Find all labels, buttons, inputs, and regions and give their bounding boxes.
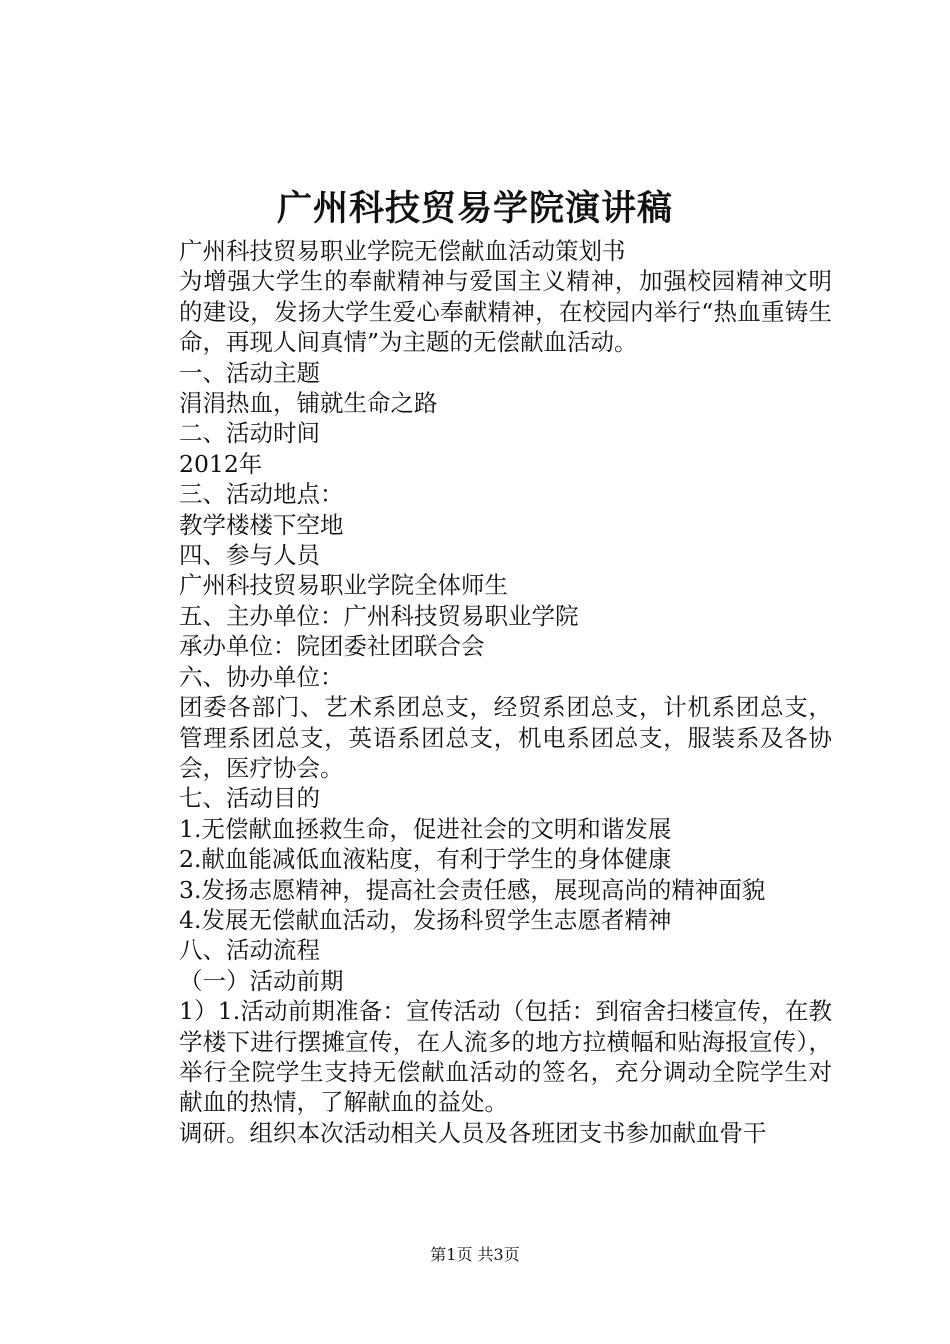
paragraph: 教学楼楼下空地	[179, 510, 344, 539]
paragraph: 承办单位：院团委社团联合会	[179, 632, 485, 661]
paragraph: 涓涓热血，铺就生命之路	[179, 389, 438, 418]
document-title: 广州科技贸易学院演讲稿	[276, 188, 673, 229]
paragraph: 一、活动主题	[179, 358, 320, 387]
paragraph: 4.发展无偿献血活动，发扬科贸学生志愿者精神	[179, 905, 672, 934]
paragraph: 广州科技贸易职业学院无偿献血活动策划书	[179, 237, 626, 265]
paragraph: 为增强大学生的奉献精神与爱国主义精神，加强校园精神文明的建设，发扬大学生爱心奉献精神，在校园内举行“热血重铸生命，再现人间真情”为主题的无偿献血活动。	[179, 267, 832, 357]
paragraph: 二、活动时间	[179, 419, 320, 448]
paragraph: 3.发扬志愿精神，提高社会责任感，展现高尚的精神面貌	[179, 875, 766, 904]
paragraph: 调研。组织本次活动相关人员及各班团支书参加献血骨干	[179, 1118, 767, 1147]
page-footer: 第1页 共3页	[430, 1245, 520, 1264]
paragraph: 五、主办单位：广州科技贸易职业学院	[179, 601, 579, 630]
paragraph: 四、参与人员	[179, 541, 320, 570]
document-body	[130, 236, 832, 1148]
paragraph: 1）1.活动前期准备：宣传活动（包括：到宿舍扫楼宣传，在教学楼下进行摆摊宣传，在人流多的地方拉横幅和贴海报宣传），举行全院学生支持无偿献血活动的签名，充分调动全院学生对献血的热情，了解献血的益处。	[179, 997, 832, 1117]
paragraph: 团委各部门、艺术系团总支，经贸系团总支，计机系团总支，管理系团总支，英语系团总支，机电系团总支，服装系及各协会，医疗协会。	[179, 693, 832, 782]
paragraph: 七、活动目的	[179, 784, 320, 813]
paragraph: 八、活动流程	[179, 936, 320, 965]
paragraph: （一）活动前期	[179, 966, 344, 995]
paragraph: 1.无偿献血拯救生命，促进社会的文明和谐发展	[179, 814, 672, 843]
paragraph: 三、活动地点：	[179, 480, 344, 509]
paragraph: 2.献血能减低血液粘度，有利于学生的身体健康	[179, 845, 672, 874]
paragraph: 广州科技贸易职业学院全体师生	[179, 571, 508, 600]
paragraph: 2012年	[179, 449, 263, 478]
paragraph: 六、协办单位：	[179, 662, 344, 691]
